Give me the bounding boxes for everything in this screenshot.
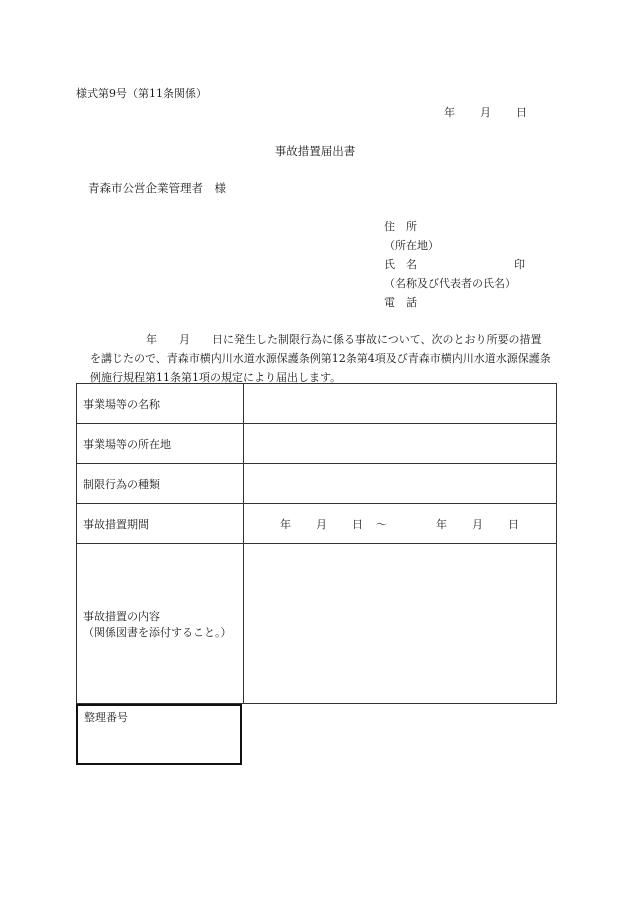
content-label: 事故措置の内容 <box>83 609 160 623</box>
table-row <box>77 544 557 704</box>
body-text: に発生した制限行為に係る事故について、次のとおり所要の措置を講じたので、青森市横内川水道水源保護条例第12条第4項及び青森市横内川水道水源保護条例施行規程第11条第1項の規定により届出します。 <box>90 333 551 384</box>
name-label: 氏 名 <box>384 258 417 271</box>
body-lead-date: 年 月 日 <box>146 333 223 346</box>
reference-number-label: 整理番号 <box>84 711 128 724</box>
period-field[interactable]: 年 月 日 〜 年 月 日 <box>244 504 557 544</box>
table-row <box>77 424 557 464</box>
facility-location-field[interactable] <box>244 424 557 464</box>
row-label-restricted-activity: 制限行為の種類 <box>77 464 244 504</box>
row-label-content <box>77 544 244 704</box>
row-label-facility-location: 事業場等の所在地 <box>77 424 244 464</box>
seal-mark: 印 <box>514 258 525 271</box>
location-label: （所在地） <box>384 239 439 252</box>
facility-name-field[interactable] <box>244 384 557 424</box>
content-note: （関係図書を添付すること。） <box>83 625 232 639</box>
content-field[interactable] <box>244 544 557 704</box>
form-table <box>76 383 557 704</box>
submission-date: 年 月 日 <box>444 106 528 119</box>
phone-label: 電 話 <box>384 296 417 309</box>
table-row <box>77 504 557 544</box>
reference-number-box[interactable] <box>76 704 242 765</box>
address-label: 住 所 <box>384 220 417 233</box>
table-row <box>77 384 557 424</box>
row-label-facility-name: 事業場等の名称 <box>77 384 244 424</box>
form-number: 様式第9号（第11条関係） <box>76 87 207 100</box>
row-label-period: 事故措置期間 <box>77 504 244 544</box>
addressee: 青森市公営企業管理者 様 <box>88 181 226 195</box>
table-row <box>77 464 557 504</box>
restricted-activity-field[interactable] <box>244 464 557 504</box>
representative-label: （名称及び代表者の氏名） <box>384 277 516 290</box>
body-paragraph <box>90 330 552 387</box>
document-title: 事故措置届出書 <box>274 144 356 158</box>
